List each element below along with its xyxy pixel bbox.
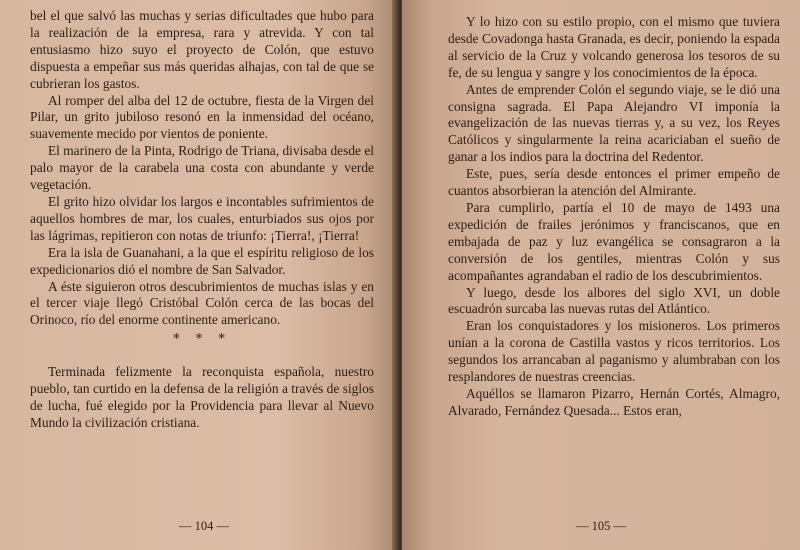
paragraph: Y lo hizo con su estilo propio, con el mismo que tuviera desde Covadonga hasta Granada, es decir, poniendo la espada al servicio de la Cruz y volcando generosa los tesoros de su fe, de su lengua y sangre y los conocimientos de la época. [448, 14, 780, 80]
paragraph: Este, pues, sería desde entonces el primer empeño de cuantos absorbieran la atención del Almirante. [448, 166, 780, 199]
right-page [402, 0, 800, 550]
paragraph: Eran los conquistadores y los misioneros. Los primeros unían a la corona de Castilla vastos y ricos territorios. Los segundos los arrancaban al paganismo y alumbraban con los resplandores de nuestras creencias. [448, 318, 780, 385]
page-number: — 104 — [179, 519, 229, 533]
paragraph: A éste siguieron otros descubrimientos de muchas islas y en el tercer viaje llegó Cristóbal Colón cerca de las bocas del Orinoco, río del enorme continente americano. [30, 278, 374, 328]
paragraph: Al romper del alba del 12 de octubre, fiesta de la Virgen del Pilar, un grito jubiloso resonó en la inmensidad del océano, suavemente mecido por vientos de poniente. [30, 92, 374, 142]
paragraph: El grito hizo olvidar los largos e incontables sufrimientos de aquellos hombres de mar, los cuales, enturbiados sus ojos por las lágrimas, repitieron con notas de triunfo: ¡Tierra!, ¡Tierra! [30, 193, 374, 243]
paragraph: Y luego, desde los albores del siglo XVI, un doble escuadrón surcaba las nuevas rutas del Atlántico. [448, 284, 780, 317]
paragraph: Era la isla de Guanahani, a la que el espíritu religioso de los expedicionarios dió el nombre de San Salvador. [30, 244, 374, 277]
section-separator: * * * [173, 332, 231, 348]
paragraph: El marinero de la Pinta, Rodrigo de Triana, divisaba desde el palo mayor de la carabela una costa con abundante y verde vegetación. [30, 143, 374, 193]
paragraph: bel el que salvó las muchas y serias dificultades que hubo para la realización de la empresa, rara y atrevida. Y con tal entusiasmo hizo suyo el proyecto de Colón, que estuvo dispuesta a empeñar sus más queridas alhajas, con tal de que se cubrieran los gastos. [30, 8, 374, 91]
paragraph: Aquéllos se llamaron Pizarro, Hernán Cortés, Almagro, Alvarado, Fernández Quesada... Estos eran, [448, 385, 780, 418]
page-number: — 105 — [576, 519, 626, 533]
paragraph: Para cumplirlo, partía el 10 de mayo de 1493 una expedición de frailes jerónimos y franciscanos, que en embajada de paz y luz evangélica se consagraron a la conversión de los gentiles, mientras Colón y sus acompañantes agrandaban el radio de los descubrimientos. [448, 199, 780, 283]
paragraph: Terminada felizmente la reconquista española, nuestro pueblo, tan curtido en la defensa de la religión a través de siglos de lucha, fué elegido por la Providencia para llevar al Nuevo Mundo la civilización cristiana. [30, 364, 374, 430]
left-page [0, 0, 398, 550]
paragraph: Antes de emprender Colón el segundo viaje, se le dió una consigna sagrada. El Papa Alejandro VI imponía la evangelización de las nuevas tierras y, a su vez, los Reyes Católicos y singularmente la reina acariciaban el sueño de ganar a los indios para la doctrina del Redentor. [448, 81, 780, 165]
